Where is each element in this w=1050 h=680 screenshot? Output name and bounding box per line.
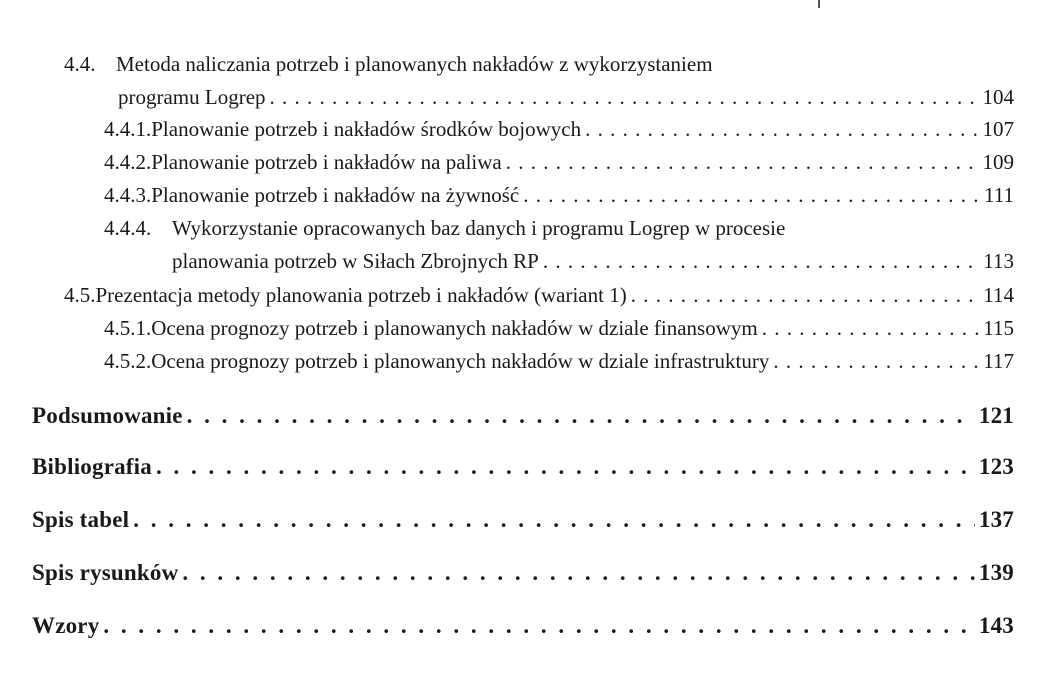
toc-chapter-title: Spis tabel [32, 507, 130, 532]
toc-entry-4-4-1 [104, 117, 1014, 142]
toc-page-number: 115 [983, 316, 1014, 340]
toc-entry-number: 4.4. [64, 52, 96, 76]
toc-entry-4-4-continuation [118, 85, 1014, 110]
toc-page-number: 107 [982, 117, 1014, 141]
toc-entry-4-4 [64, 52, 713, 77]
toc-chapter-title: Podsumowanie [32, 403, 183, 428]
toc-page-number: 104 [982, 85, 1014, 109]
toc-entry-4-4-4 [104, 216, 785, 241]
toc-entry-title-continuation: programu Logrep [118, 85, 266, 109]
toc-chapter-bibliografia [32, 454, 1014, 480]
toc-page-number: 123 [978, 454, 1014, 479]
toc-chapter-podsumowanie [32, 403, 1014, 429]
toc-entry-4-5-2 [104, 349, 1014, 374]
dot-leader [523, 183, 980, 208]
toc-chapter-spis-tabel [32, 507, 1014, 533]
toc-chapter-title: Wzory [32, 613, 100, 638]
toc-entry-title: Ocena prognozy potrzeb i planowanych nakładów w dziale infrastruktury [151, 349, 770, 373]
toc-entry-title: Planowanie potrzeb i nakładów na paliwa [151, 150, 502, 174]
toc-page-number: 139 [978, 560, 1014, 585]
toc-page-number: 111 [984, 183, 1014, 207]
toc-entry-number: 4.5. [64, 283, 96, 307]
toc-entry-title: Planowanie potrzeb i nakładów środków bojowych [151, 117, 582, 141]
toc-entry-number: 4.4.3. [104, 183, 152, 207]
toc-page-number: 143 [978, 613, 1014, 638]
toc-chapter-spis-rysunkow [32, 560, 1014, 586]
dot-leader [103, 613, 974, 639]
dot-leader [506, 150, 979, 175]
dot-leader [187, 403, 975, 429]
toc-entry-number: 4.5.1. [104, 316, 152, 340]
toc-page-number: 117 [983, 349, 1014, 373]
toc-page-number: 121 [978, 403, 1014, 428]
toc-entry-4-4-2 [104, 150, 1014, 175]
dot-leader [543, 249, 979, 274]
dot-leader [773, 349, 979, 374]
toc-page-number: 137 [978, 507, 1014, 532]
dot-leader [182, 560, 974, 586]
toc-entry-4-5-1 [104, 316, 1014, 341]
toc-entry-4-4-4-continuation [172, 249, 1014, 274]
toc-entry-4-4-3 [104, 183, 1014, 208]
toc-entry-number: 4.4.1. [104, 117, 152, 141]
toc-entry-title: Ocena prognozy potrzeb i planowanych nakładów w dziale finansowym [151, 316, 758, 340]
toc-entry-title: Planowanie potrzeb i nakładów na żywność [151, 183, 520, 207]
dot-leader [631, 283, 980, 308]
toc-chapter-title: Spis rysunków [32, 560, 179, 585]
toc-page-number: 109 [982, 150, 1014, 174]
toc-chapter-wzory [32, 613, 1014, 639]
toc-entry-title: Wykorzystanie opracowanych baz danych i programu Logrep w procesie [172, 216, 786, 240]
dot-leader [270, 85, 979, 110]
dot-leader [762, 316, 980, 341]
toc-entry-title: Metoda naliczania potrzeb i planowanych nakładów z wykorzystaniem [116, 52, 713, 76]
toc-page-number: 114 [983, 283, 1014, 307]
toc-entry-4-5 [64, 283, 1014, 308]
toc-chapter-title: Bibliografia [32, 454, 152, 479]
toc-entry-number: 4.5.2. [104, 349, 152, 373]
page-edge-mark [818, 0, 820, 8]
dot-leader [133, 507, 975, 533]
toc-entry-title: Prezentacja metody planowania potrzeb i nakładów (wariant 1) [95, 283, 627, 307]
dot-leader [585, 117, 978, 142]
toc-entry-number: 4.4.4. [104, 216, 152, 240]
dot-leader [156, 454, 975, 480]
toc-page-number: 113 [983, 249, 1014, 273]
toc-entry-title-continuation: planowania potrzeb w Siłach Zbrojnych RP [172, 249, 539, 273]
toc-entry-number: 4.4.2. [104, 150, 152, 174]
